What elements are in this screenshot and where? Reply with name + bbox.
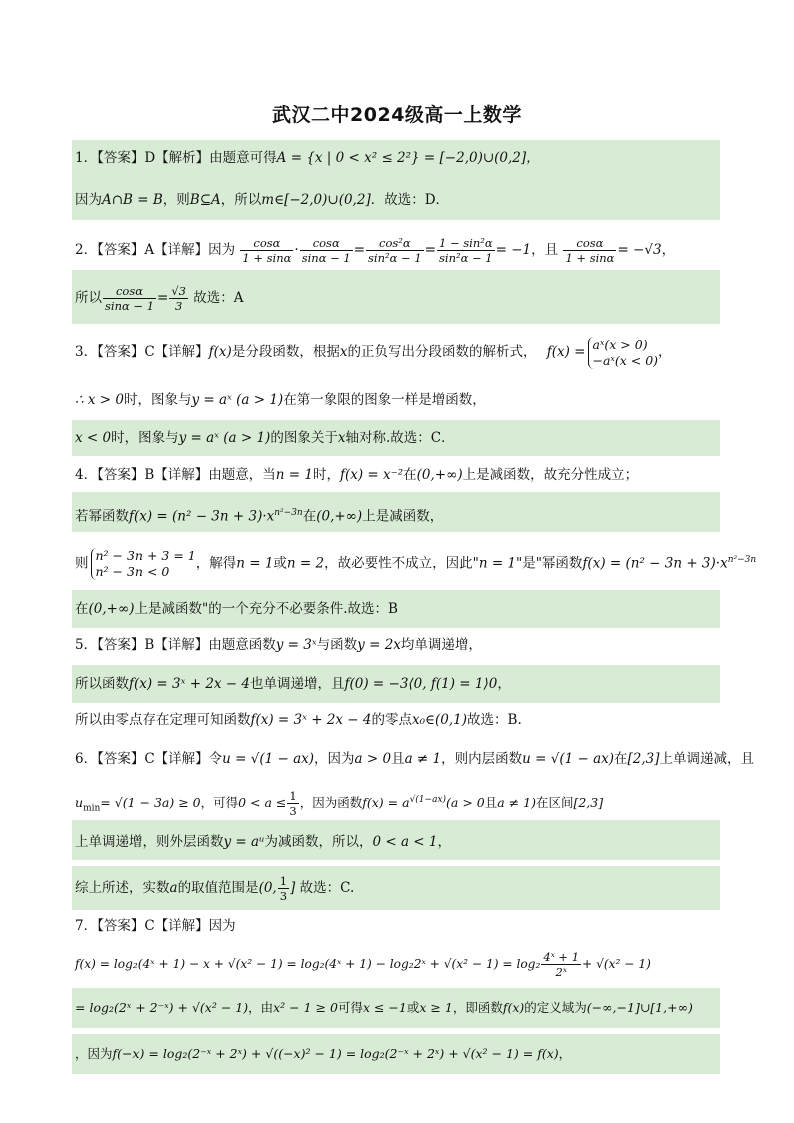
q4-text: 4．【答案】B【详解】由题意，当 — [75, 467, 276, 483]
q6-formula: u = √(1 − ax) — [522, 751, 615, 767]
q4-formula: f(x) = x⁻² — [339, 467, 404, 483]
q3-line-3 — [75, 428, 720, 448]
q6-formula: a ≠ 1 — [404, 751, 442, 767]
q6-text: 且 — [391, 751, 405, 767]
q4-line-1 — [75, 465, 720, 485]
q2-fraction: $\frac{\cos\alpha}{1 + \sin\alpha}$ — [565, 236, 615, 265]
q5-text: 也单调递增，且 — [250, 676, 345, 692]
q6-line-3 — [75, 832, 720, 852]
q4-text: "是"幂函数 — [516, 555, 583, 572]
q6-text: ，可得 — [200, 795, 239, 811]
q5-formula: y = 2x — [357, 637, 401, 653]
q5-text: 所以函数 — [75, 676, 129, 692]
q3-text: 是分段函数，根据 — [231, 344, 340, 360]
q2-fraction: $\frac{\cos\alpha}{1 + \sin\alpha}$ — [242, 236, 292, 265]
q2-formula: = −√3 — [617, 242, 662, 258]
q7-text: 7．【答案】C【详解】因为 — [75, 918, 236, 934]
q6-line-4 — [75, 868, 720, 908]
q7-text: 的定义域为 — [524, 1000, 587, 1015]
q1-formula: B⊆A — [189, 192, 221, 208]
q6-text: ， — [437, 834, 451, 850]
q2-text: ， — [661, 242, 676, 258]
q4-line-3 — [75, 540, 757, 580]
q7-formula: x ≤ −1 — [362, 1000, 407, 1015]
q6-exponent: √(1−ax) — [409, 795, 447, 805]
q5-text: 故选：B. — [467, 712, 522, 728]
q4-formula: f(x) = (n² − 3n + 3)·x — [129, 508, 275, 525]
q1-line-2 — [75, 190, 720, 210]
q6-formula: y = aᵘ — [223, 834, 265, 850]
q5-line-1 — [75, 635, 720, 655]
q3-text: 时，图象与 — [111, 430, 179, 446]
q6-text: 6．【答案】C【详解】令 — [75, 751, 223, 767]
q2-fraction: $\frac{\text{cos²α}}{\text{sin²α − 1}}$ — [368, 236, 422, 265]
q7-formula: f(−x) = log₂(2⁻ˣ + 2ˣ) + √((−x)² − 1) = log₂(2⁻ˣ + 2ˣ) + √(x² − 1) = f(x) — [112, 1046, 559, 1061]
q6-formula: (0, — [258, 880, 277, 896]
page-title: 武汉二中2024级高一上数学 — [272, 104, 522, 126]
q6-text: 综上所述，实数 — [75, 880, 170, 896]
q4-text: 上是减函数， — [362, 508, 444, 525]
q6-text: 上单调递减，且 — [659, 751, 755, 767]
q3-formula: y = aˣ (a > 1) — [178, 430, 271, 446]
q7-formula: f(x) = log₂(4ˣ + 1) − x + √(x² − 1) = log₂(4ˣ + 1) − log₂2ˣ + √(x² − 1) = log₂ — [75, 957, 541, 971]
q4-text: ，解得 — [195, 555, 237, 572]
q5-formula: f(0) = −3⟨0, f(1) = 1⟩0 — [344, 676, 498, 692]
q2-fraction: $\frac{\cos\alpha}{\sin\alpha - 1}$ — [105, 284, 155, 313]
q2-text: 2．【答案】A【详解】因为 — [75, 242, 236, 258]
q1-formula: A = {x | 0 < x² ≤ 2²} = [−2,0)∪(0,2]， — [276, 150, 540, 166]
q6-formula: a — [169, 880, 178, 896]
q6-text: 上单调递增，则外层函数 — [75, 834, 224, 850]
q4-system: n² − 3n + 3 = 1 n² − 3n < 0 — [91, 548, 196, 580]
q2-formula: = −1 — [495, 242, 532, 258]
q6-formula: 0 < a < 1 — [372, 834, 438, 850]
q3-text: 的正负写出分段函数的解析式， — [347, 344, 537, 360]
q4-line-2 — [75, 503, 720, 527]
q5-formula: f(x) = 3ˣ + 2x − 4 — [250, 712, 372, 728]
q6-text: ，则内层函数 — [441, 751, 523, 767]
q4-text: 在 — [403, 467, 417, 483]
q2-text: 故选：A — [193, 290, 244, 306]
q4-formula: (0,+∞) — [316, 508, 363, 525]
q3-text: 轴对称.故选：C． — [345, 430, 455, 446]
q3-line-1 — [75, 332, 720, 372]
q2-fraction: $\frac{\cos\alpha}{\sin\alpha - 1}$ — [301, 236, 351, 265]
q7-text: ，因为 — [75, 1046, 113, 1061]
q7-formula: x ≥ 1 — [419, 1000, 453, 1015]
q4-line-4 — [75, 599, 720, 619]
q3-formula: x — [339, 344, 348, 360]
q4-text: 上是减函数"的一个充分不必要条件.故选：B — [134, 601, 398, 617]
q6-line-2 — [75, 782, 720, 818]
q2-line-1: 2．【答案】A【详解】因为 $\frac{\cos\alpha}{1 + \sin\alpha}$ · $\frac{\cos\alpha}{\sin\alpha - 1}$ = $\frac{\text{cos²α}}{\text{sin²α − 1}}$ = $\frac{\text{1 − sin²α}}{\text{sin²α − 1}}$ = −1，且 $\frac{\cos\alpha}{1 + \sin\alpha}$ = −√3， — [75, 236, 676, 265]
q5-text: 的零点 — [371, 712, 412, 728]
q5-formula: x₀∈(0,1) — [412, 712, 468, 728]
q4-text: 在 — [302, 508, 317, 525]
q7-text: 或 — [406, 1000, 420, 1015]
q1-text: ．故选：D． — [370, 192, 450, 208]
q2-text: 所以 — [75, 290, 102, 306]
q4-formula: n = 1 — [478, 555, 517, 572]
q1-line-1 — [75, 148, 720, 168]
q6-text: 且 — [484, 795, 498, 811]
q3-formula: f(x) = — [546, 344, 586, 360]
q3-formula: x < 0 — [75, 430, 112, 446]
q5-text: ， — [497, 676, 511, 692]
q7-formula: f(x) — [502, 1000, 525, 1015]
q6-subscript: min — [83, 803, 101, 814]
q5-text: 与函数 — [316, 637, 358, 653]
q6-text: ，因为 — [314, 751, 355, 767]
q6-text: 在 — [614, 751, 628, 767]
q6-text: 在区间 — [535, 795, 574, 811]
q1-text: 因为 — [75, 192, 102, 208]
q6-formula: u — [75, 795, 84, 811]
q3-text: ， — [658, 344, 672, 360]
q6-formula: [2,3] — [573, 795, 604, 811]
q2-fraction: $\frac{√3}{3}$ — [171, 284, 186, 313]
q5-text: 所以由零点存在定理可知函数 — [75, 712, 251, 728]
q6-formula: ] — [290, 880, 296, 896]
q6-text: ，因为函数 — [299, 795, 363, 811]
q7-line-4 — [75, 1044, 720, 1064]
q6-formula: u = √(1 − ax) — [222, 751, 315, 767]
q7-text: ，即函数 — [452, 1000, 503, 1015]
q6-formula: a > 0 — [354, 751, 392, 767]
q6-formula: a ≠ 1) — [497, 795, 536, 811]
q4-text: 则 — [75, 555, 89, 572]
q4-exponent: n²−3n — [727, 555, 757, 565]
q4-formula: f(x) = (n² − 3n + 3)·x — [582, 555, 728, 572]
q3-formula: f(x) — [208, 344, 232, 360]
q6-formula: 0 < a ≤ — [238, 795, 287, 811]
q7-line-2 — [75, 944, 720, 984]
q4-formula: n = 1 — [236, 555, 274, 572]
q6-text: 为减函数，所以， — [264, 834, 373, 850]
q7-line-1 — [75, 916, 720, 936]
q6-formula: f(x) = a — [362, 795, 410, 811]
q4-text: 若幂函数 — [75, 508, 129, 525]
q2-fraction: $\frac{\text{1 − sin²α}}{\text{sin²α − 1}}$ — [438, 236, 493, 265]
q7-formula: x² − 1 ≥ 0 — [273, 1000, 338, 1015]
q7-line-3 — [75, 998, 720, 1018]
q3-text: 时，图象与 — [123, 392, 192, 408]
q1-text: 1．【答案】D【解析】由题意可得 — [75, 150, 277, 166]
q3-piecewise: aˣ(x > 0) −aˣ(x < 0) — [588, 337, 659, 369]
q4-formula: (0,+∞) — [88, 601, 135, 617]
q3-text: 在第一象限的图象一样是增函数， — [283, 392, 486, 408]
q6-text: 故选：C. — [299, 880, 355, 896]
q2-line-2: 所以 $\frac{\cos\alpha}{\sin\alpha - 1}$ = $\frac{√3}{3}$ 故选：A — [75, 284, 244, 313]
q1-formula: A∩B = B — [102, 192, 163, 208]
q4-formula: n = 1 — [275, 467, 313, 483]
q4-text: 或 — [273, 555, 287, 572]
q7-formula: + √(x² − 1) — [582, 957, 651, 971]
q7-text: ，由 — [248, 1000, 274, 1015]
q6-line-1 — [75, 749, 755, 769]
q6-formula: = √(1 − 3a) ≥ 0 — [100, 795, 201, 811]
q6-text: 的取值范围是 — [177, 880, 259, 896]
q5-line-3 — [75, 710, 720, 730]
q4-exponent: n²−3n — [274, 508, 303, 518]
q4-text: 时， — [312, 467, 340, 483]
q4-formula: n = 2 — [286, 555, 325, 572]
q7-fraction: $\frac{\text{4ˣ + 1}}{\text{2ˣ}}$ — [543, 950, 580, 979]
q1-text: ，所以 — [220, 192, 262, 208]
q6-fraction: $\frac{1}{3}$ — [289, 789, 297, 819]
q4-formula: (0,+∞) — [416, 467, 463, 483]
q5-line-2 — [75, 674, 720, 694]
q6-formula: [2,3] — [627, 751, 660, 767]
q3-formula: y = aˣ (a > 1) — [191, 392, 284, 408]
q4-text: 上是减函数，故充分性成立； — [462, 467, 639, 483]
q1-formula: m∈[−2,0)∪(0,2] — [261, 192, 371, 208]
q3-text: 3．【答案】C【详解】 — [75, 344, 209, 360]
q6-fraction: $\frac{1}{3}$ — [279, 874, 288, 903]
q3-formula: ∴ x > 0 — [75, 392, 124, 408]
q5-text: 均单调递增， — [400, 637, 482, 653]
q4-text: 在 — [75, 601, 89, 617]
q4-text: ，故必要性不成立，因此" — [324, 555, 479, 572]
q3-text: 的图象关于 — [270, 430, 338, 446]
q3-line-2 — [75, 390, 720, 410]
q5-formula: f(x) = 3ˣ + 2x − 4 — [129, 676, 250, 692]
q5-text: 5．【答案】B【详解】由题意函数 — [75, 637, 276, 653]
q6-formula: (a > 0 — [446, 795, 485, 811]
q7-text: 可得 — [337, 1000, 363, 1015]
q3-formula: x — [337, 430, 346, 446]
q7-formula: (−∞,−1]∪[1,+∞) — [586, 1000, 693, 1015]
q2-text: ，且 — [531, 242, 559, 258]
q7-text: ， — [558, 1046, 572, 1061]
q7-formula: = log₂(2ˣ + 2⁻ˣ) + √(x² − 1) — [75, 1000, 249, 1015]
q1-text: ，则 — [162, 192, 190, 208]
q5-formula: y = 3ˣ — [275, 637, 317, 653]
